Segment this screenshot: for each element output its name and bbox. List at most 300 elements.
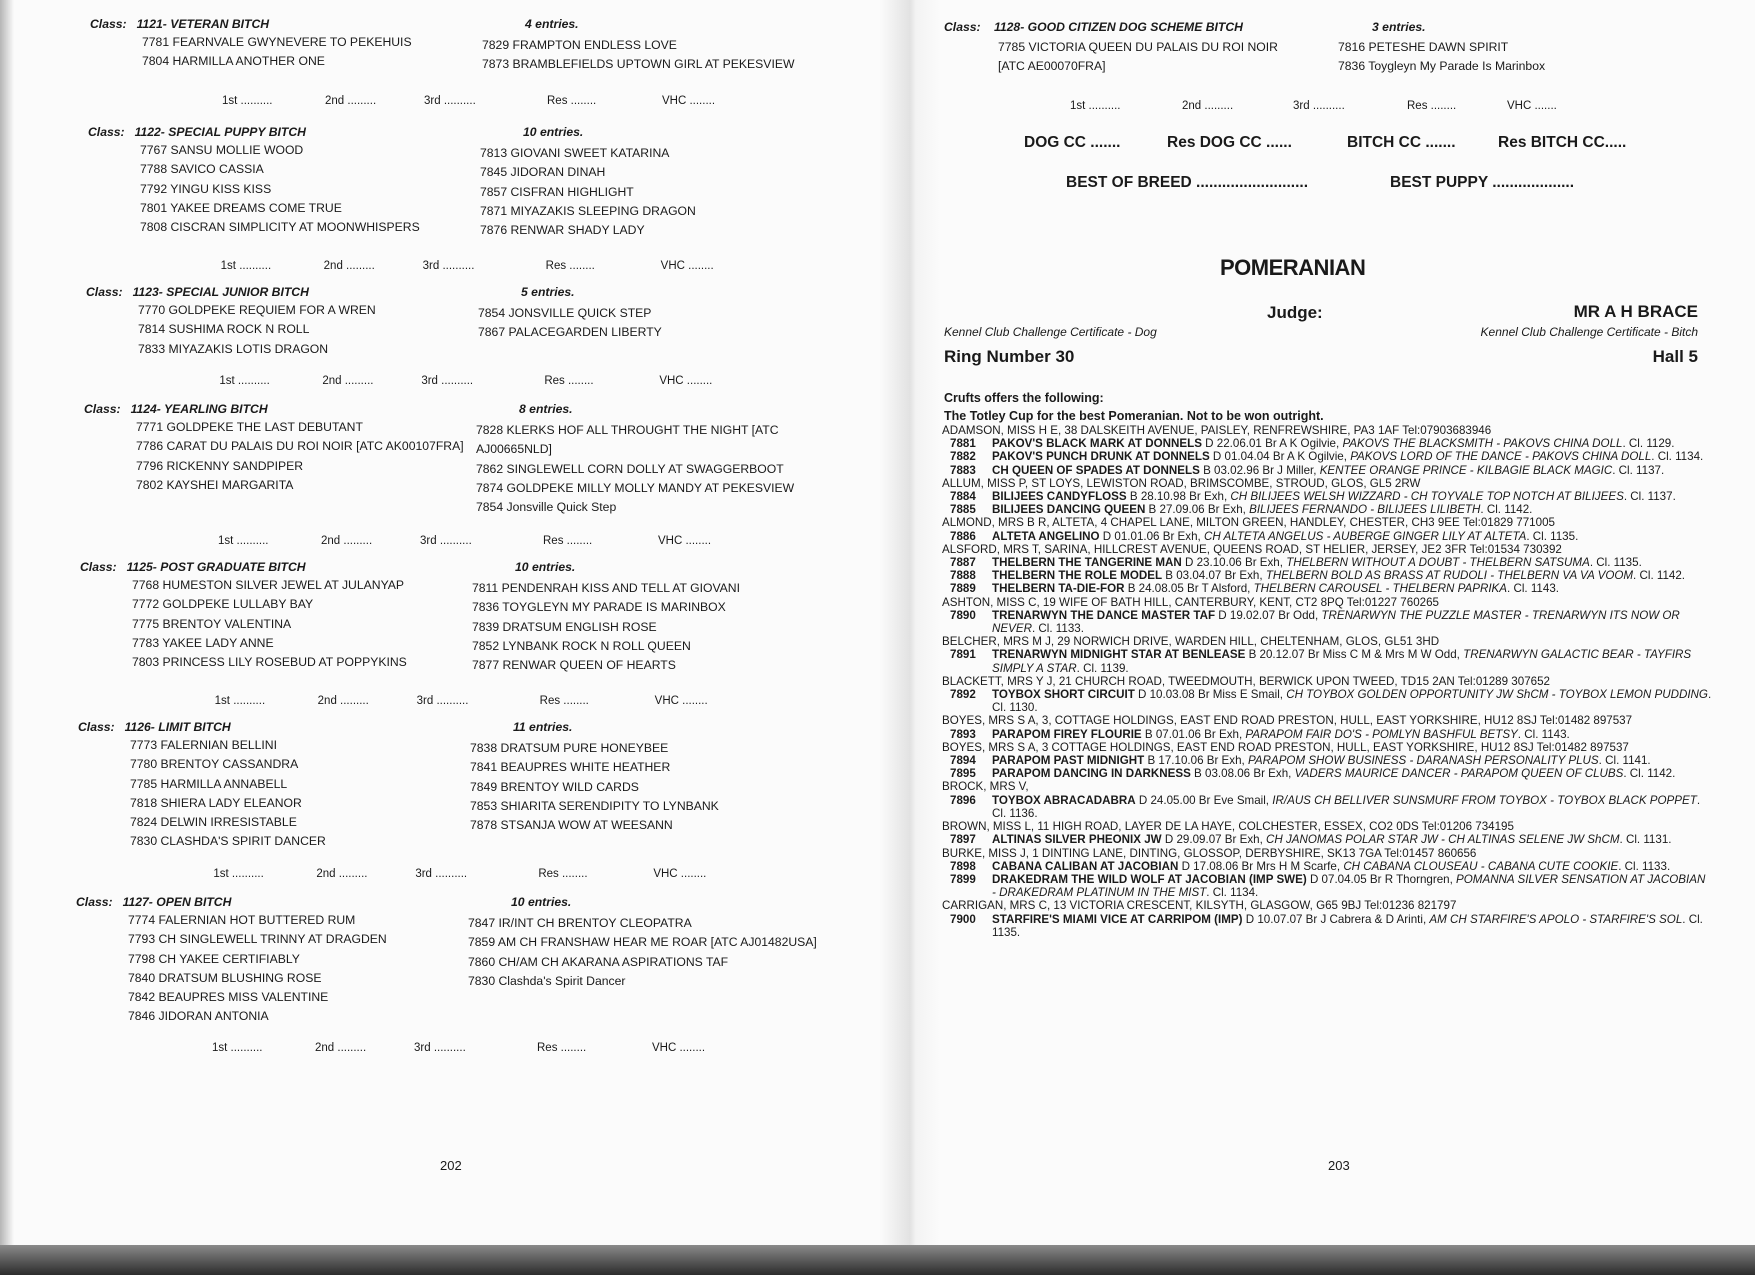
list-item: 7788 SAVICO CASSIA <box>140 162 264 177</box>
award-slot: Res ........ <box>547 95 597 107</box>
award-slot: Res ........ <box>538 868 588 880</box>
class-label: Class: <box>88 125 125 139</box>
entry-number: 7885 <box>950 503 976 517</box>
entries-column-1 <box>130 736 470 852</box>
entries-column-2 <box>472 579 832 675</box>
class-title <box>78 718 838 737</box>
dog-entry <box>942 728 1712 741</box>
dog-details: B 03.08.06 Br Exh, <box>1190 767 1295 781</box>
judge-label: Judge: <box>1267 303 1323 322</box>
list-item: 7801 YAKEE DREAMS COME TRUE <box>140 200 342 215</box>
scanner-shadow <box>0 1245 1755 1275</box>
dog-entry <box>942 833 1712 846</box>
award-slot: Res ........ <box>545 260 595 272</box>
list-item: 7824 DELWIN IRRESISTABLE <box>130 815 297 830</box>
dog-pedigree: PAKOVS THE BLACKSMITH - PAKOVS CHINA DOLL <box>1342 437 1623 451</box>
list-item: 7804 HARMILLA ANOTHER ONE <box>142 54 325 69</box>
entries-count: 3 entries. <box>1372 20 1426 34</box>
list-item: 7847 IR/INT CH BRENTOY CLEOPATRA <box>468 916 692 930</box>
list-item: 7839 DRATSUM ENGLISH ROSE <box>472 619 657 634</box>
dog-entry <box>942 913 1712 939</box>
class-label: Class: <box>80 560 117 574</box>
exhibitor-owner: BURKE, MISS J, 1 DINTING LANE, DINTING, GLOSSOP, DERBYSHIRE, SK13 7GA Tel:01457 860656 <box>942 846 1477 860</box>
class-block-1128 <box>944 18 1704 78</box>
list-item: 7802 KAYSHEI MARGARITA <box>136 477 294 492</box>
award-slot: 2nd ......... <box>316 868 368 880</box>
dog-class: . Cl. 1131. <box>1619 833 1672 847</box>
class-title <box>88 123 848 142</box>
dog-class: . Cl. 1137. <box>1612 463 1665 477</box>
dog-cc-label: DOG CC ....... <box>1024 134 1121 151</box>
dog-entry <box>942 873 1712 899</box>
entries-column-2 <box>480 144 840 240</box>
entries-count: 5 entries. <box>521 285 575 299</box>
exhibitor-owner: ALLUM, MISS P, ST LOYS, LEWISTON ROAD, BRIMSCOMBE, STROUD, GLOS, GL5 2RW <box>942 476 1421 490</box>
entries-column-1 <box>128 911 468 1027</box>
list-item: 7792 YINGU KISS KISS <box>140 181 272 196</box>
award-slot: 1st .......... <box>214 695 266 707</box>
list-item: 7796 RICKENNY SANDPIPER <box>136 458 304 473</box>
dog-class: . Cl. 1143. <box>1517 727 1570 741</box>
list-item: 7771 GOLDPEKE THE LAST DEBUTANT <box>136 420 363 434</box>
dog-details: B 03.04.07 Br Exh, <box>1162 569 1266 583</box>
award-slot: 3rd .......... <box>415 868 468 880</box>
cc-dog-note: Kennel Club Challenge Certificate - Dog <box>944 325 1157 339</box>
list-item: 7833 MIYAZAKIS LOTIS DRAGON <box>138 341 329 356</box>
dog-pedigree: KENTEE ORANGE PRINCE - KILBAGIE BLACK MAGIC <box>1319 463 1613 477</box>
dog-pedigree: PARAPOM FAIR DO'S - POMLYN BASHFUL BETSY <box>1245 727 1518 741</box>
dog-details: D 10.03.08 Br Miss E Smail, <box>1134 688 1287 702</box>
award-slot: 2nd ......... <box>322 375 374 387</box>
class-block <box>80 558 840 673</box>
award-slot: 1st .......... <box>220 260 272 272</box>
award-slot: VHC ........ <box>654 695 708 707</box>
list-item: 7767 SANSU MOLLIE WOOD <box>140 143 304 157</box>
dog-pedigree: CH ALTETA ANGELUS - AUBERGE GINGER LILY AT ALTETA <box>1203 529 1527 543</box>
list-item: 7876 RENWAR SHADY LADY <box>480 223 645 238</box>
dog-details: D 07.04.05 Br R Thorngren, <box>1306 872 1457 886</box>
dog-entry <box>942 648 1712 674</box>
page-number-right: 203 <box>1328 1158 1350 1173</box>
totley-cup-note: The Totley Cup for the best Pomeranian. Not to be won outright. <box>944 409 1324 423</box>
entry-number: 7881 <box>950 437 976 451</box>
list-item: 7849 BRENTOY WILD CARDS <box>470 779 639 794</box>
list-item: 7781 FEARNVALE GWYNEVERE TO PEKEHUIS <box>142 35 412 49</box>
dog-name: DRAKEDRAM THE WILD WOLF AT JACOBIAN (IMP SWE) <box>992 872 1307 886</box>
entries-count: 4 entries. <box>525 17 579 31</box>
best-of-breed-label: BEST OF BREED .......................... <box>1066 174 1309 191</box>
dog-name: ALTINAS SILVER PHEONIX JW <box>992 833 1162 847</box>
dog-name: TRENARWYN THE DANCE MASTER TAF <box>992 608 1216 622</box>
dog-class: . Cl. 1142. <box>1633 569 1686 583</box>
entries-column-2 <box>476 421 836 517</box>
exhibitor-owner: ALMOND, MRS B R, ALTETA, 4 CHAPEL LANE, MILTON GREEN, HANDLEY, CHESTER, CH3 9EE Tel:01829 771005 <box>942 516 1555 530</box>
dog-name: CABANA CALIBAN AT JACOBIAN <box>992 859 1179 873</box>
entries-column-2 <box>1338 38 1698 77</box>
award-slot: 1st .......... <box>218 535 269 547</box>
award-slot: 3rd .......... <box>421 375 474 387</box>
ring-number: Ring Number 30 <box>944 347 1075 366</box>
award-slot: Res ........ <box>537 1042 587 1054</box>
dog-details: B 24.08.05 Br T Alsford, <box>1124 582 1254 596</box>
award-placings <box>1070 100 1570 118</box>
list-item: 7836 Toygleyn My Parade Is Marinbox <box>1338 59 1546 74</box>
award-slot: 1st .......... <box>213 868 264 880</box>
class-title: Class: 1128- GOOD CITIZEN DOG SCHEME BITCH <box>944 20 1243 34</box>
list-item: 7877 RENWAR QUEEN OF HEARTS <box>472 658 676 673</box>
class-name: 1121- VETERAN BITCH <box>136 17 270 31</box>
class-label: Class: <box>84 402 121 416</box>
dog-details: D 01.01.06 Br Exh, <box>1099 529 1204 543</box>
exhibitor-owner: CARRIGAN, MRS C, 13 VICTORIA CRESCENT, KILSYTH, GLASGOW, G65 9BJ Tel:01236 821797 <box>942 899 1457 913</box>
dog-name: CH QUEEN OF SPADES AT DONNELS <box>992 463 1200 477</box>
award-slot: VHC ........ <box>659 375 713 387</box>
entry-number: 7898 <box>950 859 976 873</box>
list-item: 7857 CISFRAN HIGHLIGHT <box>480 184 634 199</box>
class-label: Class: <box>90 17 127 31</box>
entries-column-1 <box>136 418 476 495</box>
breed-title: POMERANIAN <box>1220 255 1366 280</box>
award-slot: Res ........ <box>539 695 589 707</box>
exhibitor-list <box>942 424 1712 939</box>
entry-number: 7883 <box>950 463 976 477</box>
entries-count: 8 entries. <box>519 402 573 416</box>
award-slot: VHC ....... <box>1507 100 1557 112</box>
exhibitor-owner: BLACKETT, MRS Y J, 21 CHURCH ROAD, TWEEDMOUTH, BERWICK UPON TWEED, TD15 2AN Tel:01289 307652 <box>942 674 1550 688</box>
dog-name: THELBERN THE ROLE MODEL <box>992 569 1163 583</box>
award-slot: 2nd ......... <box>1182 100 1234 112</box>
class-title <box>76 893 836 912</box>
list-item: 7854 Jonsville Quick Step <box>476 500 617 515</box>
left-page <box>0 0 880 1245</box>
dog-entry <box>942 754 1712 767</box>
dog-details: B 28.10.98 Br Exh, <box>1126 490 1231 504</box>
entry-number: 7894 <box>950 754 976 768</box>
entries-count: 10 entries. <box>515 560 576 574</box>
award-placings <box>80 695 840 713</box>
list-item: 7854 JONSVILLE QUICK STEP <box>478 306 652 320</box>
best-puppy-label: BEST PUPPY ................... <box>1390 174 1575 191</box>
dog-class: . Cl. 1135. <box>1526 529 1579 543</box>
list-item: 7859 AM CH FRANSHAW HEAR ME ROAR [ATC AJ01482USA] <box>468 935 817 950</box>
entry-number: 7900 <box>950 912 976 926</box>
award-slot: 3rd .......... <box>420 535 472 547</box>
list-item: 7846 JIDORAN ANTONIA <box>128 1009 269 1024</box>
entries-column-1 <box>998 38 1298 77</box>
dog-pedigree: THELBERN BOLD AS BRASS AT RUDOLI - THELBERN VA VA VOOM <box>1265 569 1634 583</box>
dog-name: ALTETA ANGELINO <box>992 529 1100 543</box>
dog-entry <box>942 688 1712 714</box>
dog-class: . Cl. 1142. <box>1623 767 1676 781</box>
dog-name: STARFIRE'S MIAMI VICE AT CARRIPOM (IMP) <box>992 912 1243 926</box>
entry-number: 7888 <box>950 569 976 583</box>
list-item: 7830 CLASHDA'S SPIRIT DANCER <box>130 834 326 849</box>
dog-name: THELBERN THE TANGERINE MAN <box>992 556 1182 570</box>
dog-pedigree: POMANNA SILVER SENSATION AT JACOBIAN - DRAKEDRAM PLATINUM IN THE MIST <box>992 872 1706 900</box>
dog-pedigree: CH JANOMAS POLAR STAR JW - CH ALTINAS SELENE JW ShCM <box>1266 833 1620 847</box>
dog-entry <box>942 464 1712 477</box>
class-name: 1124- YEARLING BITCH <box>130 402 268 416</box>
award-slot: 1st .......... <box>1070 100 1121 112</box>
dog-name: PAKOV'S PUNCH DRUNK AT DONNELS <box>992 450 1210 464</box>
list-item: 7770 GOLDPEKE REQUIEM FOR A WREN <box>138 303 376 317</box>
class-name: 1123- SPECIAL JUNIOR BITCH <box>132 285 309 299</box>
list-item: 7867 PALACEGARDEN LIBERTY <box>478 325 662 340</box>
list-item: 7845 JIDORAN DINAH <box>480 165 606 180</box>
award-slot: VHC ........ <box>662 95 716 107</box>
dog-name: TOYBOX ABRACADABRA <box>992 793 1136 807</box>
entry-number: 7887 <box>950 556 976 570</box>
list-item: 7841 BEAUPRES WHITE HEATHER <box>470 760 671 775</box>
res-bitch-cc-label: Res BITCH CC..... <box>1498 134 1627 151</box>
dog-entry <box>942 530 1712 543</box>
class-name: 1126- LIMIT BITCH <box>124 720 231 734</box>
exhibitor-owner: ALSFORD, MRS T, SARINA, HILLCREST AVENUE, QUEENS ROAD, ST HELIER, JERSEY, JE2 3FR Tel:01534 730392 <box>942 542 1562 556</box>
list-item: 7860 CH/AM CH AKARANA ASPIRATIONS TAF <box>468 954 729 969</box>
class-title <box>86 283 846 302</box>
dog-class: . Cl. 1129. <box>1622 437 1675 451</box>
entries-column-2 <box>482 36 842 75</box>
class-title <box>90 15 850 34</box>
list-item: 7803 PRINCESS LILY ROSEBUD AT POPPYKINS <box>132 655 407 670</box>
exhibitor-owner: BROCK, MRS V, <box>942 780 1029 794</box>
dog-name: PARAPOM DANCING IN DARKNESS <box>992 767 1191 781</box>
class-block <box>76 893 836 1024</box>
entry-number: 7884 <box>950 490 976 504</box>
award-slot: 3rd .......... <box>422 260 475 272</box>
award-placings <box>80 868 840 886</box>
entry-number: 7886 <box>950 529 976 543</box>
entries-column-2 <box>470 739 830 835</box>
list-item: 7768 HUMESTON SILVER JEWEL AT JULANYAP <box>132 578 405 592</box>
dog-entry <box>942 556 1712 569</box>
list-item: 7830 Clashda's Spirit Dancer <box>468 973 626 988</box>
award-slot: 2nd ......... <box>321 535 373 547</box>
judge-name: MR A H BRACE <box>1573 302 1698 321</box>
class-title <box>80 558 840 577</box>
dog-pedigree: PARAPOM SHOW BUSINESS - DARANASH PERSONALITY PLUS <box>1247 754 1599 768</box>
class-name: 1125- POST GRADUATE BITCH <box>126 560 306 574</box>
award-slot: Res ........ <box>544 375 594 387</box>
class-name: 1127- OPEN BITCH <box>122 895 232 909</box>
award-slot: 3rd .......... <box>416 695 469 707</box>
list-item: 7785 HARMILLA ANNABELL <box>130 776 288 791</box>
award-placings <box>82 95 842 113</box>
exhibitor-owner: BROWN, MISS L, 11 HIGH ROAD, LAYER DE LA HAYE, COLCHESTER, ESSEX, CO2 0DS Tel:01206 734195 <box>942 820 1514 834</box>
dog-details: D 19.02.07 Br Odd, <box>1215 608 1322 622</box>
entries-count: 11 entries. <box>513 720 573 734</box>
dog-class: . Cl. 1134. <box>1651 450 1704 464</box>
award-placings <box>82 375 842 393</box>
entry-number: 7893 <box>950 727 976 741</box>
entries-column-1 <box>132 576 472 672</box>
cc-bitch-note: Kennel Club Challenge Certificate - Bitch <box>1480 325 1698 339</box>
class-block <box>84 400 844 515</box>
dog-class: . Cl. 1139. <box>1076 661 1129 675</box>
exhibitor-owner: BELCHER, MRS M J, 29 NORWICH DRIVE, WARDEN HILL, CHELTENHAM, GLOS, GL51 3HD <box>942 635 1440 649</box>
class-title <box>84 400 844 419</box>
dog-name: PARAPOM PAST MIDNIGHT <box>992 754 1145 768</box>
award-slot: 1st .......... <box>222 95 273 107</box>
list-item: 7853 SHIARITA SERENDIPITY TO LYNBANK <box>470 798 719 813</box>
award-slot: Res ........ <box>1407 100 1457 112</box>
dog-pedigree: AM CH STARFIRE'S APOLO - STARFIRE'S SOL <box>1429 912 1683 926</box>
dog-details: D 23.10.06 Br Exh, <box>1181 556 1287 570</box>
list-item: 7773 FALERNIAN BELLINI <box>130 738 277 752</box>
list-item: 7816 PETESHE DAWN SPIRIT <box>1338 40 1509 54</box>
list-item: 7828 KLERKS HOF ALL THROUGHT THE NIGHT [ATC AJ00665NLD] <box>476 423 779 457</box>
list-item: 7838 DRATSUM PURE HONEYBEE <box>470 741 669 755</box>
dog-class: . Cl. 1135. <box>1589 556 1642 570</box>
dog-name: THELBERN TA-DIE-FOR <box>992 582 1125 596</box>
dog-entry <box>942 569 1712 582</box>
dog-pedigree: THELBERN CAROUSEL - THELBERN PAPRIKA <box>1253 582 1508 596</box>
dog-details: D 29.09.07 Br Exh, <box>1161 833 1267 847</box>
dog-name: BILIJEES CANDYFLOSS <box>992 490 1127 504</box>
class-name: 1122- SPECIAL PUPPY BITCH <box>134 125 306 139</box>
list-item: 7811 PENDENRAH KISS AND TELL AT GIOVANI <box>472 581 740 595</box>
dog-details: B 03.02.96 Br J Miller, <box>1199 463 1320 477</box>
class-block <box>86 283 846 356</box>
dog-class: . Cl. 1134. <box>1206 886 1259 900</box>
entries-column-1 <box>138 301 478 359</box>
entry-number: 7882 <box>950 450 976 464</box>
page-number-left: 202 <box>440 1158 462 1173</box>
dog-entry <box>942 609 1712 635</box>
award-slot: 2nd ......... <box>325 95 377 107</box>
dog-class: . Cl. 1135. <box>992 912 1703 939</box>
dog-class: . Cl. 1142. <box>1480 503 1533 517</box>
dog-class: . Cl. 1130. <box>992 688 1712 715</box>
dog-entry <box>942 767 1712 780</box>
dog-name: BILIJEES DANCING QUEEN <box>992 503 1146 517</box>
dog-pedigree: CH TOYBOX GOLDEN OPPORTUNITY JW ShCM - TOYBOX LEMON PUDDING <box>1286 688 1708 702</box>
dog-name: PARAPOM FIREY FLOURIE <box>992 727 1142 741</box>
award-slot: VHC ........ <box>653 868 707 880</box>
dog-class: . Cl. 1137. <box>1623 490 1676 504</box>
dog-details: D 01.04.04 Br A K Ogilvie, <box>1209 450 1351 464</box>
entries-column-2 <box>478 304 838 343</box>
award-placings <box>80 1042 840 1060</box>
exhibitor-owner: BOYES, MRS S A, 3 COTTAGE HOLDINGS, EAST END ROAD PRESTON, HULL, EAST YORKSHIRE, HU12 8SJ Tel:01482 897537 <box>942 740 1629 754</box>
dog-entry <box>942 450 1712 463</box>
award-placings <box>82 260 842 278</box>
list-item: 7780 BRENTOY CASSANDRA <box>130 757 299 772</box>
dog-pedigree: PAKOVS LORD OF THE DANCE - PAKOVS CHINA DOLL <box>1350 450 1652 464</box>
class-block <box>90 15 850 72</box>
dog-entry <box>942 860 1712 873</box>
entry-number: 7897 <box>950 833 976 847</box>
award-placings <box>82 535 842 553</box>
res-dog-cc-label: Res DOG CC ...... <box>1167 134 1292 151</box>
entries-count: 10 entries. <box>523 125 584 139</box>
exhibitor-owner: BOYES, MRS S A, 3, COTTAGE HOLDINGS, EAST END ROAD PRESTON, HULL, EAST YORKSHIRE, HU12 8SJ Tel:01482 897537 <box>942 714 1633 728</box>
dog-entry <box>942 490 1712 503</box>
dog-details: D 17.08.06 Br Mrs H M Scarfe, <box>1178 859 1344 873</box>
dog-pedigree: CH CABANA CLOUSEAU - CABANA CUTE COOKIE <box>1343 859 1619 873</box>
entries-column-1 <box>140 141 480 237</box>
list-item: 7852 LYNBANK ROCK N ROLL QUEEN <box>472 638 691 653</box>
award-slot: 3rd .......... <box>424 95 476 107</box>
dog-name: PAKOV'S BLACK MARK AT DONNELS <box>992 437 1202 451</box>
award-slot: VHC ........ <box>660 260 714 272</box>
list-item: 7873 BRAMBLEFIELDS UPTOWN GIRL AT PEKESVIEW <box>482 57 795 72</box>
book-gutter <box>880 0 940 1245</box>
award-slot: Res ........ <box>543 535 593 547</box>
list-item: 7772 GOLDPEKE LULLABY BAY <box>132 597 314 612</box>
dog-details: D 24.05.00 Br Eve Smail, <box>1135 793 1273 807</box>
entry-number: 7895 <box>950 767 976 781</box>
award-slot: 3rd .......... <box>414 1042 466 1054</box>
exhibitor-owner: ASHTON, MISS C, 19 WIFE OF BATH HILL, CANTERBURY, KENT, CT2 8PQ Tel:01227 760265 <box>942 595 1439 609</box>
dog-pedigree: IR/AUS CH BELLIVER SUNSMURF FROM TOYBOX - TOYBOX BLACK POPPET <box>1272 793 1697 807</box>
list-item: 7808 CISCRAN SIMPLICITY AT MOONWHISPERS <box>140 220 420 235</box>
dog-details: B 17.10.06 Br Exh, <box>1144 754 1248 768</box>
entries-count: 10 entries. <box>511 895 572 909</box>
list-item: 7775 BRENTOY VALENTINA <box>132 616 292 631</box>
award-slot: VHC ........ <box>652 1042 706 1054</box>
dog-pedigree: THELBERN WITHOUT A DOUBT - THELBERN SATSUMA <box>1286 556 1590 570</box>
dog-class: . Cl. 1141. <box>1598 754 1651 768</box>
dog-details: D 10.07.07 Br J Cabrera & D Arinti, <box>1242 912 1430 926</box>
entry-number: 7891 <box>950 648 976 662</box>
dog-details: B 27.09.06 Br Exh, <box>1145 503 1250 517</box>
list-item: 7840 DRATSUM BLUSHING ROSE <box>128 970 322 985</box>
dog-name: TOYBOX SHORT CIRCUIT <box>992 688 1135 702</box>
class-label: Class: <box>78 720 115 734</box>
award-slot: 2nd ......... <box>317 695 369 707</box>
list-item: 7862 SINGLEWELL CORN DOLLY AT SWAGGERBOOT <box>476 461 784 476</box>
dog-entry <box>942 582 1712 595</box>
award-slot: 3rd .......... <box>1293 100 1345 112</box>
entry-number: 7889 <box>950 582 976 596</box>
list-item: 7878 STSANJA WOW AT WEESANN <box>470 818 673 833</box>
dog-pedigree: CH BILIJEES WELSH WIZZARD - CH TOYVALE TOP NOTCH AT BILIJEES <box>1230 490 1624 504</box>
dog-pedigree: BILIJEES FERNANDO - BILIJEES LILIBETH <box>1249 503 1481 517</box>
dog-details: B 20.12.07 Br Miss C M & Mrs M W Odd, <box>1245 648 1464 662</box>
class-label: Class: <box>86 285 123 299</box>
entry-number: 7896 <box>950 793 976 807</box>
list-item: 7874 GOLDPEKE MILLY MOLLY MANDY AT PEKESVIEW <box>476 480 795 495</box>
dog-pedigree: TRENARWYN THE PUZZLE MASTER - TRENARWYN ITS NOW OR NEVER <box>992 608 1680 636</box>
entries-column-2 <box>468 914 828 991</box>
award-slot: 1st .......... <box>219 375 270 387</box>
dog-class: . Cl. 1136. <box>992 793 1701 820</box>
dog-entry <box>942 437 1712 450</box>
dog-entry <box>942 794 1712 820</box>
award-slot: 2nd ......... <box>315 1042 367 1054</box>
class-block <box>88 123 848 238</box>
award-slot: VHC ........ <box>658 535 712 547</box>
list-item: 7798 CH YAKEE CERTIFIABLY <box>128 951 300 966</box>
dog-class: . Cl. 1133. <box>1618 859 1671 873</box>
list-item: 7774 FALERNIAN HOT BUTTERED RUM <box>128 913 356 927</box>
dog-pedigree: VADERS MAURICE DANCER - PARAPOM QUEEN OF CLUBS <box>1294 767 1624 781</box>
list-item: 7842 BEAUPRES MISS VALENTINE <box>128 990 329 1005</box>
list-item: 7829 FRAMPTON ENDLESS LOVE <box>482 38 677 52</box>
entry-number: 7890 <box>950 608 976 622</box>
list-item: 7783 YAKEE LADY ANNE <box>132 635 274 650</box>
entry-number: 7899 <box>950 872 976 886</box>
bitch-cc-label: BITCH CC ....... <box>1347 134 1456 151</box>
award-slot: 2nd ......... <box>323 260 375 272</box>
dog-details: B 07.01.06 Br Exh, <box>1141 727 1246 741</box>
list-item: 7836 TOYGLEYN MY PARADE IS MARINBOX <box>472 600 726 615</box>
exhibitor-owner: ADAMSON, MISS H E, 38 DALSKEITH AVENUE, PAISLEY, RENFREWSHIRE, PA3 1AF Tel:07903683946 <box>942 424 1492 437</box>
class-block <box>78 718 838 849</box>
crufts-offers: Crufts offers the following: The Totley Cup for the best Pomeranian. Not to be won outright. <box>944 389 1704 425</box>
list-item: 7785 VICTORIA QUEEN DU PALAIS DU ROI NOIR [ATC AE00070FRA] <box>998 40 1278 74</box>
